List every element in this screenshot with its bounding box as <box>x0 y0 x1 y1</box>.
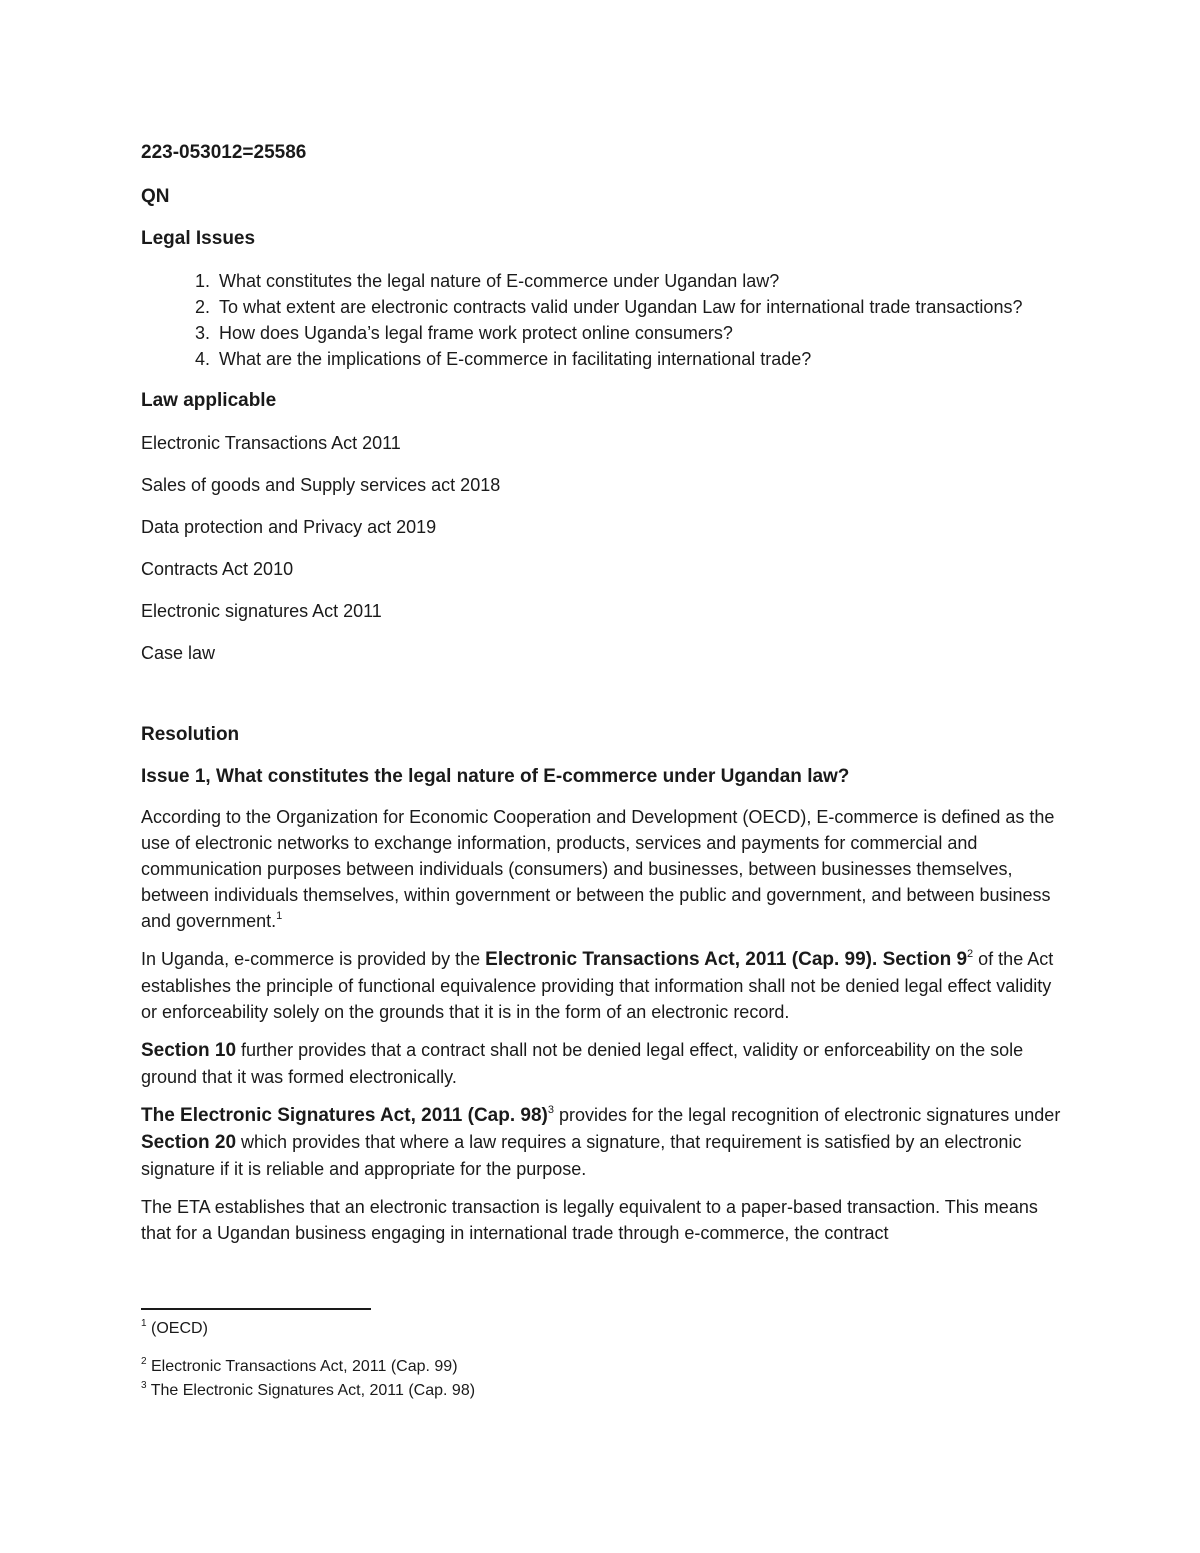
bold-citation: Section 10 <box>141 1040 237 1061</box>
document-body <box>141 140 1061 1258</box>
footnote-number: 3 <box>141 1379 147 1391</box>
list-item: 1. What constitutes the legal nature of E-commerce under Ugandan law? <box>215 268 1061 294</box>
paragraph-text: which provides that where a law requires a signature, that requirement is satisfied by an electronic signature if it is reliable and appropriate for the purpose. <box>141 1132 1022 1179</box>
footnote-number: 2 <box>141 1355 147 1367</box>
paragraph-text: further provides that a contract shall not be denied legal effect, validity or enforceability on the sole ground that it was formed electronically. <box>141 1040 1024 1087</box>
issue-1-heading: Issue 1, What constitutes the legal nature of E-commerce under Ugandan law? <box>141 766 850 787</box>
law-item: Contracts Act 2010 <box>141 559 294 579</box>
footnote-text: Electronic Transactions Act, 2011 (Cap. 99) <box>146 1358 458 1375</box>
legal-issues-heading: Legal Issues <box>141 228 256 249</box>
law-item: Case law <box>141 643 216 663</box>
footnote <box>141 1317 1041 1341</box>
footnote-ref[interactable]: 3 <box>547 1104 555 1116</box>
law-item: Data protection and Privacy act 2019 <box>141 517 437 537</box>
footnote <box>141 1379 1041 1403</box>
paragraph-section-10 <box>141 1037 1061 1090</box>
paragraph-text: In Uganda, e-commerce is provided by the <box>141 949 486 969</box>
legal-issues-list <box>141 268 1061 372</box>
paragraph-signatures-act <box>141 1102 1061 1182</box>
law-item: Sales of goods and Supply services act 2018 <box>141 475 501 495</box>
paragraph-text: According to the Organization for Economic Cooperation and Development (OECD), E-commerce is defined as the use of electronic networks to exchange information, products, services and payments for commercial and communication purposes between individuals (consumers) and businesses, between businesses themselves, between individuals themselves, within government or between the public and government, and between business and government. <box>141 807 1055 931</box>
resolution-heading: Resolution <box>141 724 240 745</box>
footnote-number: 1 <box>141 1317 147 1329</box>
footnote-text: (OECD) <box>146 1320 208 1337</box>
law-item: Electronic Transactions Act 2011 <box>141 433 401 453</box>
paragraph-text: provides for the legal recognition of electronic signatures under <box>554 1105 1061 1125</box>
list-item: 4. What are the implications of E-commerce in facilitating international trade? <box>215 346 1061 372</box>
law-applicable-heading: Law applicable <box>141 390 277 411</box>
paragraph-eta <box>141 946 1061 1025</box>
list-item: 2. To what extent are electronic contracts valid under Ugandan Law for international trade transactions? <box>215 294 1061 320</box>
paragraph-oecd-definition <box>141 804 1061 934</box>
list-item: 3. How does Uganda’s legal frame work protect online consumers? <box>215 320 1061 346</box>
footnotes <box>141 1317 1041 1403</box>
bold-citation: The Electronic Signatures Act, 2011 (Cap. 98) <box>141 1105 548 1126</box>
bold-citation: Section 20 <box>141 1132 237 1153</box>
footnote-ref[interactable]: 1 <box>276 910 283 922</box>
qn-heading: QN <box>141 186 170 207</box>
footnote <box>141 1355 1041 1379</box>
bold-citation: Electronic Transactions Act, 2011 (Cap. 99). Section 9 <box>485 949 968 970</box>
footnote-ref[interactable]: 2 <box>967 948 974 960</box>
law-item: Electronic signatures Act 2011 <box>141 601 382 621</box>
paragraph-text: of the Act establishes the principle of functional equivalence providing that information shall not be denied legal effect validity or enforceability solely on the grounds that it is in the form of an electronic record. <box>141 949 1054 1022</box>
paragraph-eta-equivalence: The ETA establishes that an electronic transaction is legally equivalent to a paper-based transaction. This means that for a Ugandan business engaging in international trade through e-commerce, the contract <box>141 1197 1038 1243</box>
document-id: 223-053012=25586 <box>141 142 307 163</box>
footnote-separator <box>141 1308 371 1310</box>
footnote-text: The Electronic Signatures Act, 2011 (Cap. 98) <box>146 1382 476 1399</box>
